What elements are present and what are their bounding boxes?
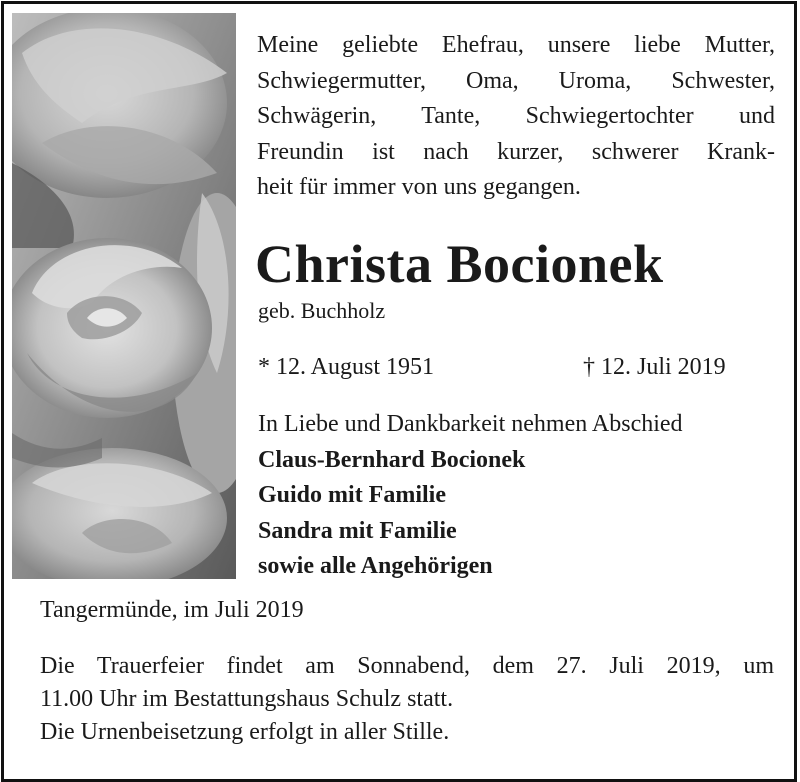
intro-line: Freundin ist nach kurzer, schwerer Krank- bbox=[257, 138, 775, 165]
mourner-name: Claus-Bernhard Bocionek bbox=[258, 446, 526, 473]
intro-line: Schwiegermutter, Oma, Uroma, Schwester, bbox=[257, 67, 775, 94]
farewell-line: In Liebe und Dankbarkeit nehmen Abschied bbox=[258, 411, 683, 437]
obituary-frame bbox=[1, 1, 797, 782]
maiden-name: geb. Buchholz bbox=[258, 298, 386, 323]
roses-photo bbox=[12, 13, 236, 579]
deceased-name: Christa Bocionek bbox=[255, 234, 664, 294]
service-line: 11.00 Uhr im Bestattungshaus Schulz statt. bbox=[40, 686, 454, 712]
place-date: Tangermünde, im Juli 2019 bbox=[40, 597, 304, 623]
mourners-block bbox=[258, 407, 683, 585]
intro-line: Meine geliebte Ehefrau, unsere liebe Mutter, bbox=[257, 32, 775, 58]
service-info bbox=[40, 650, 774, 749]
service-line: Die Trauerfeier findet am Sonnabend, dem 27. Juli 2019, um bbox=[40, 653, 774, 679]
mourner-name: sowie alle Angehörigen bbox=[258, 553, 493, 579]
intro-line: heit für immer von uns gegangen. bbox=[257, 174, 581, 200]
death-date: † 12. Juli 2019 bbox=[583, 354, 726, 380]
birth-date: * 12. August 1951 bbox=[258, 354, 435, 380]
service-line: Die Urnenbeisetzung erfolgt in aller Stille. bbox=[40, 719, 450, 745]
intro-line: Schwägerin, Tante, Schwiegertochter und bbox=[257, 103, 775, 129]
roses-image bbox=[12, 13, 236, 579]
mourner-name: Guido mit Familie bbox=[258, 482, 446, 508]
intro-text bbox=[257, 28, 775, 206]
mourner-name: Sandra mit Familie bbox=[258, 517, 457, 544]
